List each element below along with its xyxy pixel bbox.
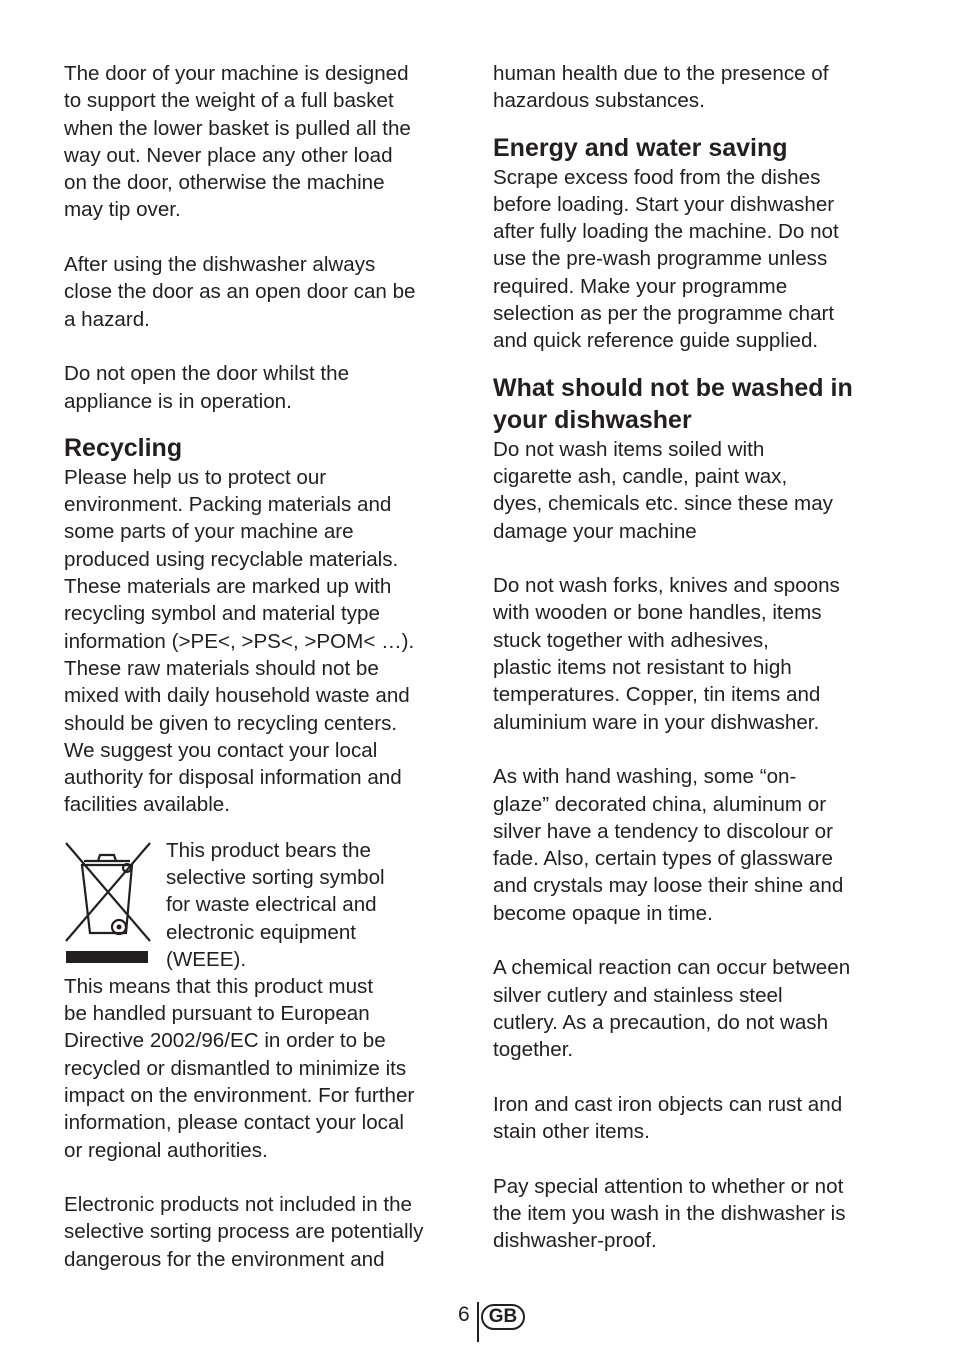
weee-icon	[64, 839, 152, 967]
page-number: 6	[458, 1303, 470, 1326]
energy-heading: Energy and water saving	[493, 133, 788, 162]
not-washed-paragraph-6: Pay special attention to whether or not the item you wash in the dishwasher is dishwasher-proof.	[493, 1174, 846, 1253]
not-washed-paragraph-5: Iron and cast iron objects can rust and stain other items.	[493, 1092, 843, 1144]
not-washed-heading: What should not be washed in your dishwasher	[493, 373, 853, 434]
continuation-paragraph: human health due to the presence of hazardous substances.	[493, 62, 829, 113]
language-badge: GB	[481, 1304, 525, 1330]
weee-notice	[64, 837, 464, 973]
not-washed-paragraph-4: A chemical reaction can occur between silver cutlery and stainless steel cutlery. As a precaution, do not wash together.	[493, 956, 851, 1062]
weee-text: This product bears the selective sorting symbol for waste electrical and electronic equipment (WEEE).	[166, 838, 385, 971]
weee-directive-paragraph: This means that this product must be handled pursuant to European Directive 2002/96/EC in order to be recycled or dismantled to minimize its impact on the environment. For further information, please contact your local or regional authorities.	[64, 974, 415, 1162]
not-washed-paragraph-1: Do not wash items soiled with cigarette ash, candle, paint wax, dyes, chemicals etc. since these may damage your machine	[493, 437, 833, 543]
recycling-heading: Recycling	[64, 433, 183, 462]
door-operation-paragraph: Do not open the door whilst the appliance is in operation.	[64, 362, 350, 413]
page-footer	[0, 1300, 954, 1344]
not-washed-paragraph-3: As with hand washing, some “on- glaze” decorated china, aluminum or silver have a tendency to discolour or fade. Also, certain types of glassware and crystals may loose their shine and become opaque in time.	[493, 765, 844, 925]
close-door-paragraph: After using the dishwasher always close the door as an open door can be a hazard.	[64, 253, 416, 331]
right-column	[493, 60, 893, 1255]
recycling-paragraph: Please help us to protect our environment. Packing materials and some parts of your machine are produced using recyclable materials. These materials are marked up with recycling symbol and material type information (>PE<, >PS<, >POM< …). These raw materials should not be mixed with daily household waste and should be given to recycling centers. We suggest you contact your local authority for disposal information and facilities available.	[64, 465, 415, 817]
energy-paragraph: Scrape excess food from the dishes before loading. Start your dishwasher after fully loading the machine. Do not use the pre-wash programme unless required. Make your programme selection as per the programme chart and quick reference guide supplied.	[493, 165, 839, 353]
door-weight-paragraph: The door of your machine is designed to support the weight of a full basket when the lower basket is pulled all the way out. Never place any other load on the door, otherwise the machine may tip over.	[64, 62, 411, 222]
not-washed-paragraph-2: Do not wash forks, knives and spoons with wooden or bone handles, items stuck together with adhesives, plastic items not resistant to high temperatures. Copper, tin items and aluminium ware in your dishwasher.	[493, 574, 840, 734]
electronic-products-paragraph: Electronic products not included in the selective sorting process are potentially dangerous for the environment and	[64, 1193, 424, 1271]
left-column	[64, 60, 464, 1273]
footer-divider	[477, 1302, 479, 1342]
